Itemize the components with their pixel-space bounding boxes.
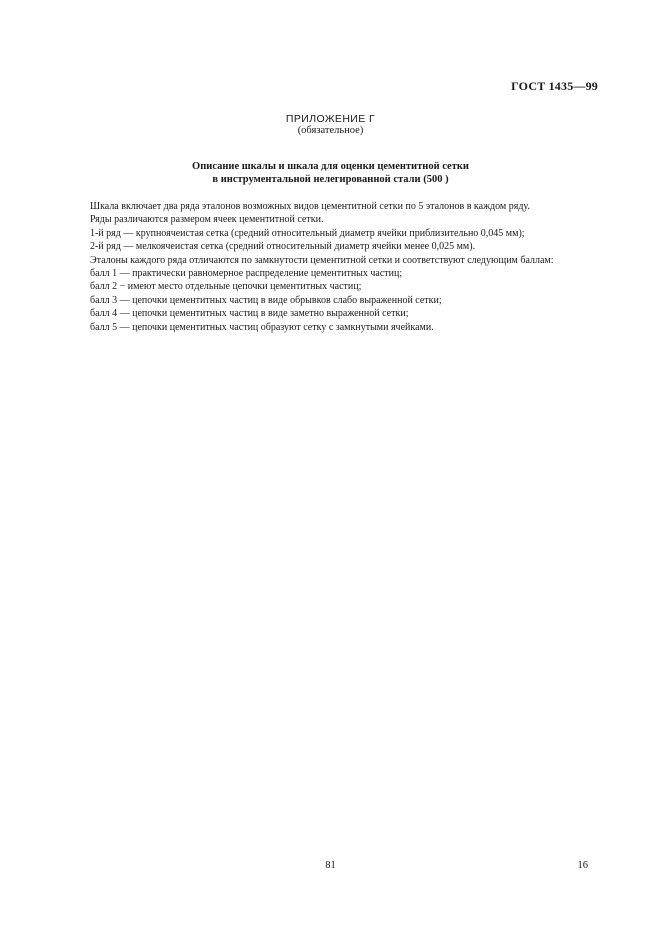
list-item: балл 2 − имеют место отдельные цепочки цементитных частиц; [90,281,362,293]
paragraph: Ряды различаются размером ячеек цементитной сетки. [90,214,324,226]
document-title-line-2: в инструментальной нелегированной стали (500 ) [212,174,449,185]
paragraph: 2-й ряд — мелкоячеистая сетка (средний относительный диаметр ячейки менее 0,025 мм). [90,241,476,253]
list-item: балл 4 — цепочки цементитных частиц в виде заметно выраженной сетки; [90,308,409,320]
list-item: балл 5 — цепочки цементитных частиц образуют сетку с замкнутыми ячейками. [90,321,434,333]
paragraph: 1-й ряд — крупноячеистая сетка (средний относительный диаметр ячейки приблизительно 0,045 мм); [90,227,525,239]
paragraph: Шкала включает два ряда эталонов возможных видов цементитной сетки по 5 эталонов в каждом ряду. [90,201,530,212]
list-item: балл 3 — цепочки цементитных частиц в виде обрывков слабо выраженной сетки; [90,294,442,306]
document-title-line-1: Описание шкалы и шкала для оценки цементитной сетки [192,161,469,172]
list-item: балл 1 — практически равномерное распределение цементитных частиц; [90,268,403,280]
appendix-heading [0,113,661,137]
document-title [0,160,661,186]
paragraph: Эталоны каждого ряда отличаются по замкнутости цементитной сетки и соответствуют следующим баллам: [90,254,554,266]
appendix-title: ПРИЛОЖЕНИЕ Г [285,113,376,125]
appendix-status: (обязательное) [297,125,364,136]
body-text [66,200,599,334]
page-number: 81 [325,860,336,871]
document-code: ГОСТ 1435—99 [511,79,598,93]
sheet-number: 16 [577,860,588,871]
